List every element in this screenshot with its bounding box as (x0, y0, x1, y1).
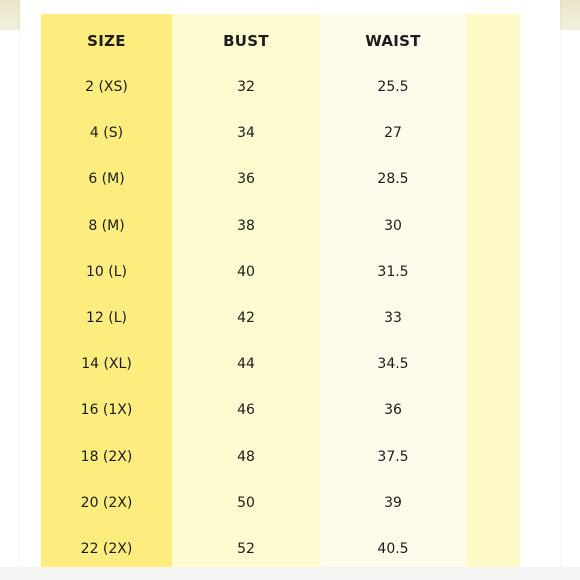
bust-cell: 50 (237, 494, 255, 511)
bust-cell: 40 (237, 263, 255, 280)
bust-cell: 34 (237, 125, 255, 142)
waist-cell: 34.5 (377, 356, 409, 373)
size-header: SIZE (87, 32, 126, 50)
waist-header: WAIST (365, 32, 421, 50)
waist-cell: 30 (384, 217, 402, 234)
size-cell: 2 (XS) (85, 79, 128, 96)
size-cell: 20 (2X) (80, 494, 133, 511)
waist-cell: 37.5 (377, 448, 409, 465)
size-cell: 8 (M) (88, 217, 125, 234)
bust-cell: 52 (237, 541, 255, 558)
waist-cell: 27 (384, 125, 402, 142)
waist-cell: 31.5 (377, 263, 409, 280)
bust-cell: 48 (237, 448, 255, 465)
size-cell: 22 (2X) (80, 541, 133, 558)
backdrop-right (560, 30, 580, 580)
bust-cell: 44 (237, 356, 255, 373)
size-cell: 18 (2X) (80, 448, 133, 465)
size-cell: 6 (M) (88, 171, 125, 188)
backdrop-left (0, 30, 20, 580)
bust-cell: 46 (237, 402, 255, 419)
footer-bar (0, 567, 580, 580)
bust-cell: 42 (237, 310, 255, 327)
size-cell: 14 (XL) (81, 356, 132, 373)
size-chart-table (41, 14, 520, 567)
waist-cell: 25.5 (377, 79, 409, 96)
bust-cell: 38 (237, 217, 255, 234)
waist-cell: 39 (384, 494, 402, 511)
size-cell: 4 (S) (89, 125, 124, 142)
size-cell: 12 (L) (86, 310, 127, 327)
extra-column (466, 14, 520, 567)
bust-header: BUST (223, 32, 269, 50)
bust-cell: 32 (237, 79, 255, 96)
size-cell: 16 (1X) (80, 402, 133, 419)
bust-cell: 36 (237, 171, 255, 188)
waist-cell: 28.5 (377, 171, 409, 188)
waist-cell: 36 (384, 402, 402, 419)
size-cell: 10 (L) (86, 263, 127, 280)
waist-cell: 40.5 (377, 541, 409, 558)
waist-cell: 33 (384, 310, 402, 327)
